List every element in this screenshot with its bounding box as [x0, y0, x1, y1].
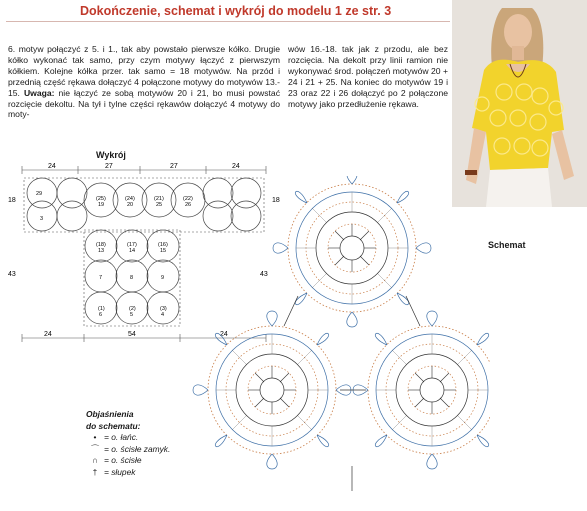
dim-left-top: 18: [8, 197, 16, 204]
legend-item-slip: [86, 455, 170, 467]
motif-label-2: (2): [129, 306, 136, 312]
legend-text-slip: = o. ścisłe: [104, 455, 142, 465]
crochet-chart: [190, 176, 490, 511]
motif-label-19: 19: [98, 202, 105, 208]
dim-right-top: 18: [272, 197, 280, 204]
slip-stitch-close-icon: ⌒: [90, 443, 100, 454]
motif-label-24-20: (24): [125, 196, 135, 202]
legend-item-slip-close: [86, 444, 170, 456]
motif-label-17: (17): [127, 242, 137, 248]
instructions-column-2: wów 16.-18. tak jak z przodu, ale bez rozcięcia. Na dekolt przy linii ramion nie wykonywać środ. połączeń motywów 20 + 24 i 21 + 25. Na koniec do motywów 19 i 23 oraz 22 i 26 dołączyć po 2 połączone motywy jako przedłużenie rękawa.: [288, 44, 448, 109]
crochet-motif-right: [353, 311, 490, 469]
slip-stitch-icon: ∩: [91, 455, 99, 465]
page-title: Dokończenie, schemat i wykrój do modelu 1 ze str. 3: [80, 4, 392, 18]
legend-item-chain: [86, 432, 170, 444]
motif-label-26: 26: [185, 202, 192, 208]
warning-label: Uwaga:: [23, 87, 55, 98]
dim-top-1: 24: [48, 163, 56, 170]
dim-bottom-1: 24: [44, 331, 52, 338]
dim-right-mid: 43: [260, 271, 268, 278]
legend-heading-2: do schematu:: [86, 420, 141, 431]
legend-text-chain: = o. łańc.: [104, 432, 139, 442]
chart-legend: [86, 409, 170, 478]
motif-label-14: 14: [129, 248, 136, 254]
legend-item-treble: [86, 467, 170, 479]
motif-label-4: 4: [161, 312, 165, 318]
motif-label-25: 25: [156, 202, 163, 208]
cut-pattern-title: Wykrój: [96, 150, 126, 160]
dim-bottom-2: 54: [128, 331, 136, 338]
treble-stitch-icon: †: [92, 466, 98, 477]
motif-label-3b: (3): [160, 306, 167, 312]
motif-label-15: 15: [160, 248, 167, 254]
instructions-column-1: [8, 44, 280, 120]
motif-label-8: 8: [130, 275, 134, 281]
motif-label-5: 5: [130, 312, 134, 318]
motif-label-9: 9: [161, 275, 165, 281]
legend-heading-1: Objaśnienia: [86, 409, 134, 419]
instructions-text-1: 6. motyw połączyć z 5. i 1., tak aby powstało pierwsze kółko. Drugie kółko wykonać tak samo, przy czym motywy łączyć z pierwszym kółkiem. Kolejne kółka przer. tak samo = 18 motywów. Na przód i przednią część rękawa dołączyć 4 połączone motywy do motywów 13.- 15.: [8, 44, 280, 98]
motif-label-16: (16): [158, 242, 168, 248]
legend-text-treble: = słupek: [104, 466, 136, 477]
motif-label-21-25: (21): [154, 196, 164, 202]
title-divider: [6, 21, 450, 22]
motif-label-13: 13: [98, 248, 105, 254]
crochet-motif-top: [273, 176, 431, 327]
motif-label-7: 7: [99, 275, 103, 281]
motif-label-1: (1): [98, 306, 105, 312]
motif-label-6: 6: [99, 312, 103, 318]
motif-label-3: 3: [40, 216, 44, 222]
chain-stitch-icon: •: [93, 432, 97, 442]
dim-left-mid: 43: [8, 271, 16, 278]
legend-text-slip-close: = o. ścisłe zamyk.: [104, 443, 171, 454]
dim-top-2: 27: [105, 163, 113, 170]
crochet-motif-left: [193, 311, 351, 469]
dim-top-3: 27: [170, 163, 178, 170]
dim-bottom-3: 24: [220, 331, 228, 338]
motif-label-20: 20: [127, 202, 134, 208]
join-arrows: [284, 296, 420, 491]
chart-label: Schemat: [488, 240, 526, 250]
dim-top-4: 24: [232, 163, 240, 170]
motif-label-25-19: (25): [96, 196, 106, 202]
motif-label-29: 29: [36, 191, 43, 197]
motif-label-18: (18): [96, 242, 106, 248]
instructions-text-2: nie łączyć ze sobą motywów 20 i 21, bo musi powstać rozcięcie dekoltu. Na tył i tylne części rękawów dołączyć 4 motywy do moty-: [8, 87, 280, 120]
motif-label-22-26: (22): [183, 196, 193, 202]
